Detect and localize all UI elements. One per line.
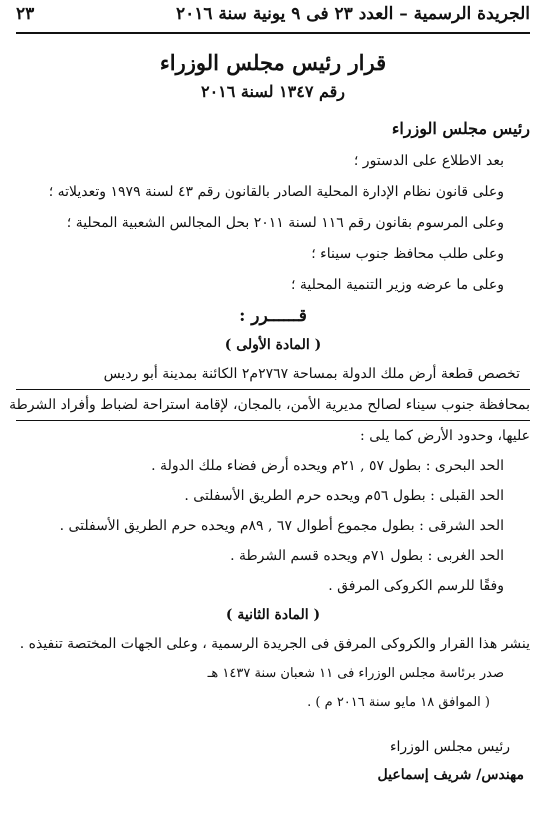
preamble-clause: وعلى المرسوم بقانون رقم ١١٦ لسنة ٢٠١١ بحل المجالس الشعبية المحلية ؛ [66,215,504,231]
preamble-clause: وعلى ما عرضه وزير التنمية المحلية ؛ [290,277,504,293]
page-header [16,0,530,32]
signatory-name: مهندس/ شريف إسماعيل [377,767,524,783]
preamble-clause: بعد الاطلاع على الدستور ؛ [353,153,504,169]
page-number: ٢٣ [16,4,35,24]
decree-authority: رئيس مجلس الوزراء [391,119,530,138]
signature-block [16,733,530,789]
issued-line: صدر برئاسة مجلس الوزراء فى ١١ شعبان سنة ١٤٣٧ هـ [207,666,504,681]
running-title: الجريدة الرسمية – العدد ٢٣ فى ٩ يونية سنة ٢٠١٦ [175,4,530,24]
article-two [16,601,530,659]
preamble-clause: وعلى قانون نظام الإدارة المحلية الصادر بالقانون رقم ٤٣ لسنة ١٩٧٩ وتعديلاته ؛ [48,184,504,200]
boundary-line: الحد البحرى : بطول ٥٧ , ٢١م ويحده أرض فضاء ملك الدولة . [151,458,504,474]
article-one-line: بمحافظة جنوب سيناء لصالح مديرية الأمن، بالمجان، لإقامة استراحة لضباط وأفراد الشرطة [16,390,530,421]
preamble [16,146,530,301]
article-one-heading: ( المادة الأولى ) [224,337,322,353]
article-one-line: تخصص قطعة أرض ملك الدولة بمساحة ٢٧٦٧م٢ الكائنة بمدينة أبو رديس [16,359,530,390]
article-two-text: ينشر هذا القرار والكروكى المرفق فى الجريدة الرسمية ، وعلى الجهات المختصة تنفيذه . [19,636,530,652]
article-one [9,331,530,601]
decree-number: رقم ١٣٤٧ لسنة ٢٠١٦ [200,82,346,101]
boundary-line: الحد الغربى : بطول ٧١م ويحده قسم الشرطة . [230,548,504,564]
boundary-line: الحد الشرقى : بطول مجموع أطوال ٦٧ , ٨٩م ويحده حرم الطريق الأسفلتى . [59,518,504,534]
boundary-line: وفقًا للرسم الكروكى المرفق . [328,578,504,594]
decreed-label: قــــــرر : [239,306,307,326]
preamble-clause: وعلى طلب محافظ جنوب سيناء ؛ [311,246,504,262]
article-one-line: عليها، وحدود الأرض كما يلى : [360,428,530,444]
article-two-heading: ( المادة الثانية ) [225,607,321,623]
boundary-line: الحد القبلى : بطول ٥٦م ويحده حرم الطريق الأسفلتى . [184,488,504,504]
header-rule [16,32,530,34]
signatory-title: رئيس مجلس الوزراء [389,739,510,755]
decree-title: قرار رئيس مجلس الوزراء [159,50,387,75]
corresponding-date: ( الموافق ١٨ مايو سنة ٢٠١٦ م ) . [307,695,490,710]
